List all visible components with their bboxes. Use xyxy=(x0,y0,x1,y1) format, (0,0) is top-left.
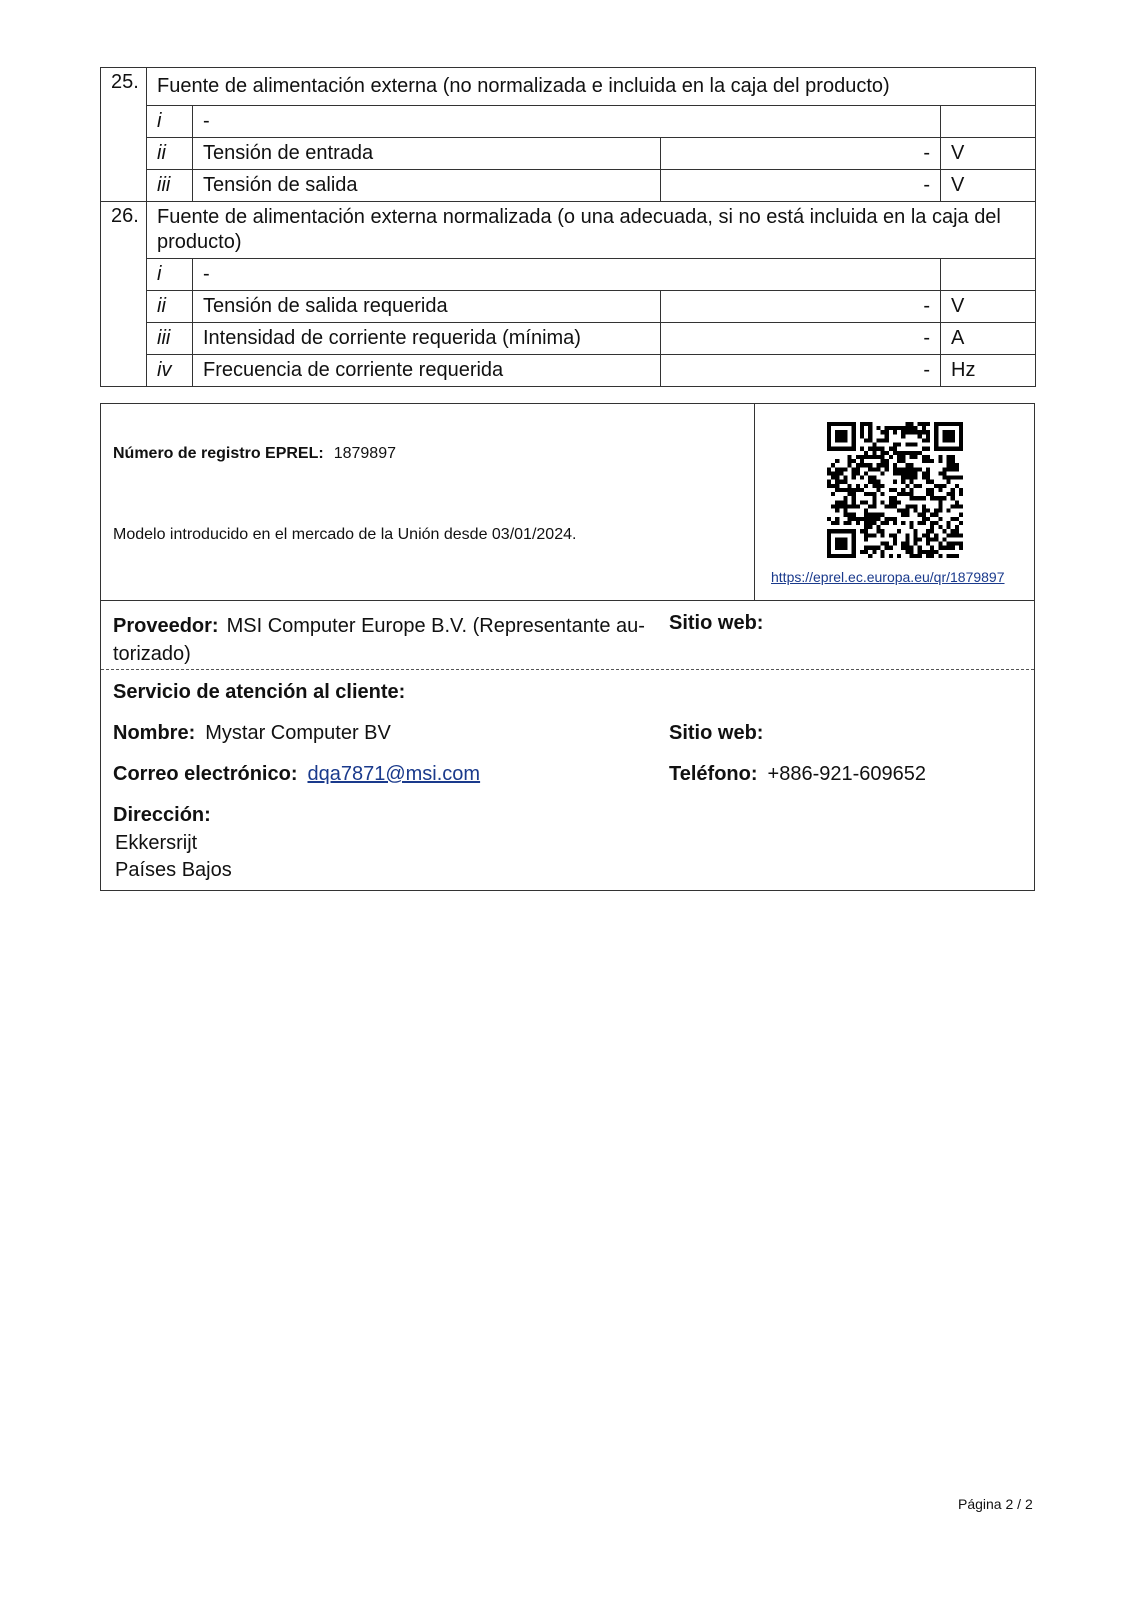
phone-value: +886-921-609652 xyxy=(767,763,926,785)
row-label: - xyxy=(193,259,941,291)
email-link[interactable]: dqa7871@msi.com xyxy=(307,763,481,785)
item-title: Fuente de alimentación externa normalizada (o una adecuada, si no está incluida en la caja del producto) xyxy=(147,202,1036,259)
row-label: Intensidad de corriente requerida (mínima) xyxy=(193,323,661,355)
spec-row xyxy=(101,259,1036,291)
item-title: Fuente de alimentación externa (no normalizada e incluida en la caja del producto) xyxy=(147,68,1036,106)
row-unit: V xyxy=(941,170,1036,202)
registration-label: Número de registro EPREL: xyxy=(113,445,324,462)
service-name-label: Nombre: xyxy=(113,722,196,744)
row-label: - xyxy=(193,106,941,138)
registration-value: 1879897 xyxy=(333,445,396,462)
sub-index: ii xyxy=(147,138,193,170)
spec-row xyxy=(101,138,1036,170)
row-value: - xyxy=(661,138,941,170)
eprel-info xyxy=(101,404,755,600)
eprel-box xyxy=(100,403,1035,891)
supplier-website-label: Sitio web: xyxy=(669,612,764,634)
service-name-value: Mystar Computer BV xyxy=(205,722,391,744)
qr-link[interactable]: https://eprel.ec.europa.eu/qr/1879897 xyxy=(771,569,1005,585)
sub-index: i xyxy=(147,259,193,291)
row-unit xyxy=(941,259,1036,291)
row-label: Tensión de salida xyxy=(193,170,661,202)
spec-row xyxy=(101,323,1036,355)
item-number: 25. xyxy=(101,68,147,106)
item-number: 26. xyxy=(101,202,147,259)
row-unit: V xyxy=(941,291,1036,323)
item-25-header-row xyxy=(101,68,1036,106)
spec-table xyxy=(100,67,1036,387)
page-number: Página 2 / 2 xyxy=(958,1496,1033,1512)
spec-row xyxy=(101,106,1036,138)
address-label: Dirección: xyxy=(113,804,211,826)
sub-index: iii xyxy=(147,323,193,355)
row-value: - xyxy=(661,291,941,323)
service-name xyxy=(113,722,391,745)
service-phone xyxy=(669,763,926,786)
sub-index: ii xyxy=(147,291,193,323)
service-email xyxy=(113,763,480,786)
address-line-1: Ekkersrijt xyxy=(115,832,198,854)
supplier-label: Proveedor: xyxy=(113,615,219,637)
row-unit: V xyxy=(941,138,1036,170)
row-unit xyxy=(941,106,1036,138)
spec-row xyxy=(101,291,1036,323)
email-label: Correo electrónico: xyxy=(113,763,298,785)
registration-number xyxy=(113,445,396,463)
eprel-header xyxy=(101,404,1034,601)
divider xyxy=(101,669,1034,670)
item-26-header-row xyxy=(101,202,1036,259)
phone-label: Teléfono: xyxy=(669,763,758,785)
spec-row xyxy=(101,170,1036,202)
row-label: Tensión de salida requerida xyxy=(193,291,661,323)
row-unit: A xyxy=(941,323,1036,355)
customer-service-title: Servicio de atención al cliente: xyxy=(113,681,406,703)
row-value: - xyxy=(661,355,941,387)
spec-row xyxy=(101,355,1036,387)
supplier-block xyxy=(113,612,658,668)
sub-index: iii xyxy=(147,170,193,202)
qr-code-icon[interactable] xyxy=(827,422,963,558)
supplier-value: MSI Computer Europe B.V. (Representante au-torizado) xyxy=(113,615,645,665)
row-value: - xyxy=(661,170,941,202)
row-label: Tensión de entrada xyxy=(193,138,661,170)
market-intro-text: Modelo introducido en el mercado de la Unión desde 03/01/2024. xyxy=(113,526,577,543)
sub-index: iv xyxy=(147,355,193,387)
sub-index: i xyxy=(147,106,193,138)
service-website-label: Sitio web: xyxy=(669,722,764,744)
address-line-2: Países Bajos xyxy=(115,859,232,881)
row-label: Frecuencia de corriente requerida xyxy=(193,355,661,387)
row-value: - xyxy=(661,323,941,355)
row-unit: Hz xyxy=(941,355,1036,387)
